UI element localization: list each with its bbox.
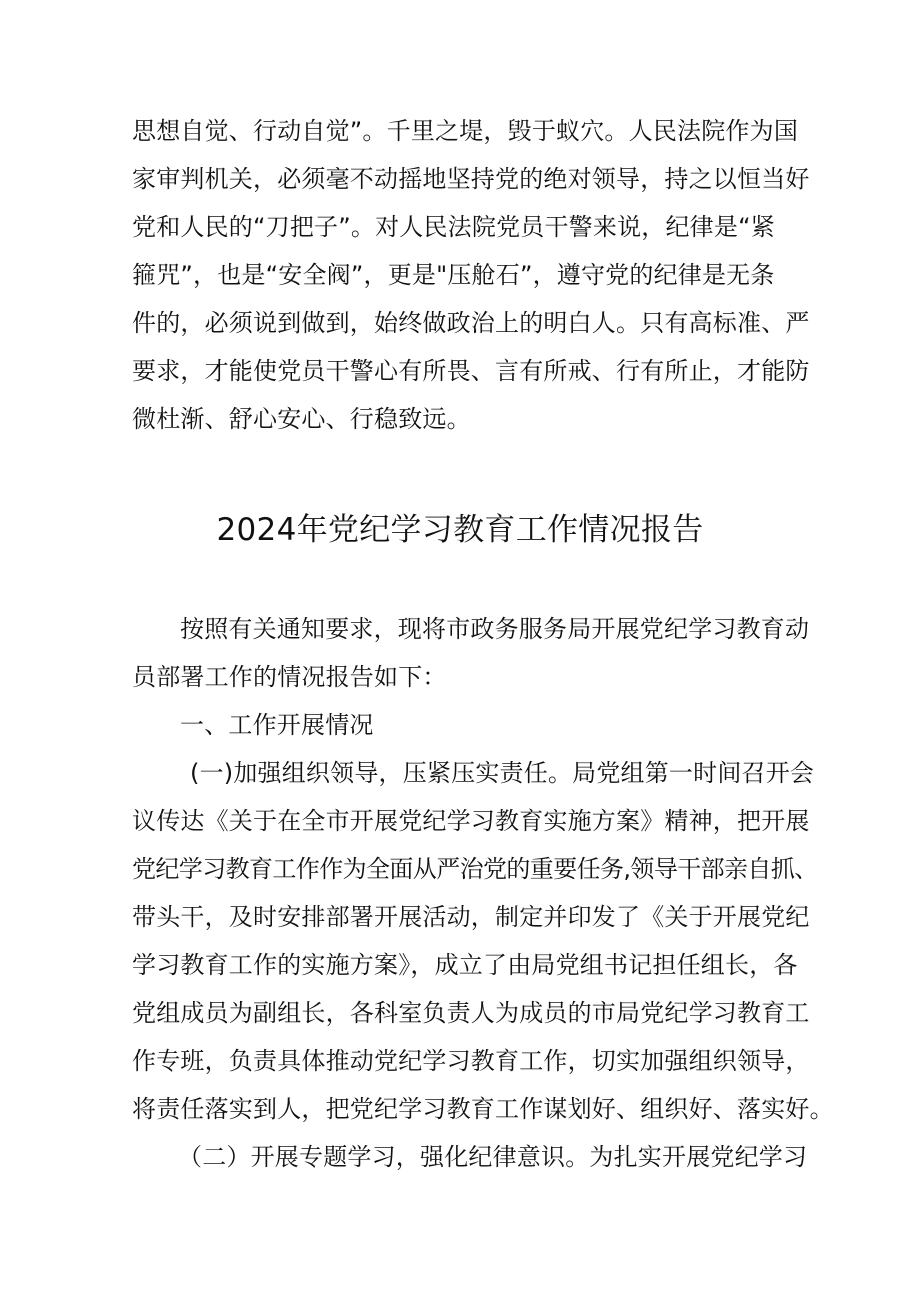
paragraph-line: 思想自觉、行动自觉”。千里之堤，毁于蚁穴。人民法院作为国 [132,117,799,145]
paragraph-line: 要求，才能使党员干警心有所畏、言有所戒、行有所止，才能防 [132,357,810,385]
subsection-line: 党纪学习教育工作作为全面从严治党的重要任务,领导干部亲自抓、 [132,855,818,883]
paragraph-line: 党和人民的“刀把子”。对人民法院党员干警来说，纪律是“紧 [132,213,775,241]
subsection-line: 作专班，负责具体推动党纪学习教育工作，切实加强组织领导， [132,1047,810,1075]
paragraph-line: 家审判机关，必须毫不动摇地坚持党的绝对领导，持之以恒当好 [132,165,810,193]
subsection-line: 带头干，及时安排部署开展活动，制定并印发了《关于开展党纪 [132,903,810,931]
subsection-line: 学习教育工作的实施方案》，成立了由局党组书记担任组长，各 [132,951,798,979]
section-heading: 一、工作开展情况 [180,711,374,739]
intro-line: 按照有关通知要求，现将市政务服务局开展党纪学习教育动 [180,615,810,643]
subsection-line: 党组成员为副组长，各科室负责人为成员的市局党纪学习教育工 [132,999,810,1027]
paragraph-line: 件的，必须说到做到，始终做政治上的明白人。只有高标准、严 [132,309,810,337]
report-title: 2024年党纪学习教育工作情况报告 [216,512,704,548]
subsection-line: 议传达《关于在全市开展党纪学习教育实施方案》精神，把开展 [132,807,810,835]
paragraph-line: 箍咒”，也是“安全阀”，更是"压舱石”，遵守党的纪律是无条 [132,261,775,289]
subsection-line: 将责任落实到人，把党纪学习教育工作谋划好、组织好、落实好。 [132,1095,834,1123]
subsection-line: (一)加强组织领导，压紧压实责任。局党组第一时间召开会 [190,759,815,787]
intro-line: 员部署工作的情况报告如下： [132,663,447,691]
subsection-line: （二）开展专题学习，强化纪律意识。为扎实开展党纪学习 [178,1143,808,1171]
paragraph-line: 微杜渐、舒心安心、行稳致远。 [132,405,471,433]
